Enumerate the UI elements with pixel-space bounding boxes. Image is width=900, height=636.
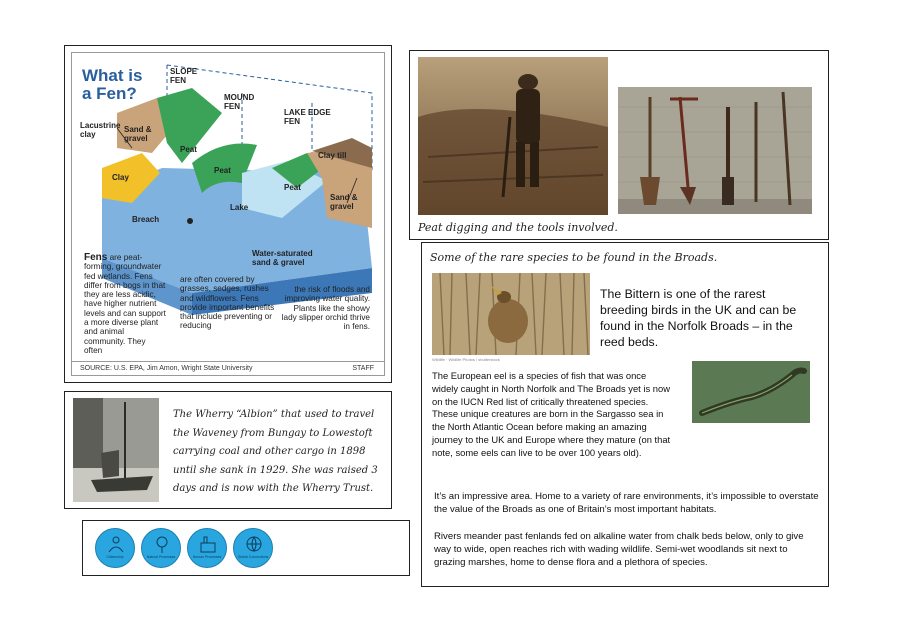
mound-fen-label: MOUND FEN [224, 93, 255, 111]
fen-staff: STAFF [352, 365, 374, 372]
fen-source-footer [72, 361, 384, 375]
global-connections-icon [233, 528, 273, 568]
human-processes-label: Human Processes [192, 555, 222, 559]
eel-text: The European eel is a species of fish that was once widely caught in North Norfolk and The Broads yet is now on the IUCN Red list of critically threatened species. These unique creatures are born in the Sargasso sea in the North Atlantic Ocean before making an amazing journey to the UK and Europe where they mature (on that note, some eels can live to be over 100 years old). [432, 370, 671, 458]
rare-species-panel [421, 242, 829, 587]
citizenship-label: Citizenship [106, 555, 124, 559]
wherry-panel [64, 391, 392, 509]
lacustrine-clay-label: Lacustrine clay [80, 121, 121, 139]
sand-gravel-right-label: Sand & gravel [330, 193, 358, 211]
global-connections-label: Global Connections [237, 555, 269, 559]
water-saturated-label: Water-saturated sand & gravel [252, 249, 313, 267]
eel-photo [692, 361, 810, 423]
clay-label: Clay [112, 173, 129, 182]
natural-processes-label: Natural Processes [146, 555, 176, 559]
peat-digger-photo [418, 57, 608, 215]
wherry-text: The Wherry “Albion” that used to travel the Waveney from Bungay to Lowestoft carrying coal and other cargo in 1898 until she sank in 1929. She was raised 3 days and is now with the Wherry Trust. [173, 409, 378, 494]
bittern-photo [432, 273, 590, 355]
peat-label-1: Peat [180, 145, 197, 154]
fen-text-col2: are often covered by grasses, sedges, rushes and wildflowers. Fens provide important benefits that include preventing or reducing [180, 275, 275, 331]
fen-diagram [71, 52, 385, 376]
fen-source: SOURCE: U.S. EPA, Jim Amon, Wright State University [80, 365, 253, 372]
peat-tools-photo [618, 87, 812, 214]
peat-caption: Peat digging and the tools involved. [418, 221, 618, 234]
wherry-photo [73, 398, 159, 502]
fen-diagram-panel [64, 45, 392, 383]
human-processes-icon [187, 528, 227, 568]
lake-label: Lake [230, 203, 249, 212]
peat-label-3: Peat [284, 183, 301, 192]
peat-label-2: Peat [214, 166, 231, 175]
species-heading: Some of the rare species to be found in the Broads. [430, 251, 718, 264]
slope-fen-label: SLOPE FEN [170, 67, 198, 85]
lake-edge-fen-label: LAKE EDGE FEN [284, 108, 331, 126]
bittern-text: The Bittern is one of the rarest breeding birds in the UK and can be found in the Norfolk Broads – in the reed beds. [600, 287, 797, 349]
curriculum-icons-panel [82, 520, 410, 576]
fen-text-heading: Fens [84, 252, 108, 263]
natural-processes-icon [141, 528, 181, 568]
citizenship-icon [95, 528, 135, 568]
fen-title: What is a Fen? [82, 66, 143, 103]
fen-text-col1-body: are peat-forming, groundwater fed wetlands. Fens differ from bogs in that they are less acidic, have higher nutrient levels and can support a more diverse plant and animal community. They often [84, 253, 166, 355]
fen-text-col3: the risk of floods and improving water quality. Plants like the showy lady slipper orchid thrive in fens. [281, 285, 370, 332]
bittern-photo-credit: Wildlife · Wildlife Photos / shutterstock [432, 357, 500, 362]
peat-digging-panel [409, 50, 829, 240]
breach-label: Breach [132, 215, 160, 224]
sand-gravel-left-label: Sand & gravel [124, 125, 152, 143]
clay-till-label: Clay till [318, 151, 347, 160]
area-text: It’s an impressive area. Home to a variety of rare environments, it’s impossible to overstate the value of the Broads as one of Britain’s most important habitats. [434, 491, 819, 516]
rivers-text: Rivers meander past fenlands fed on alkaline water from chalk beds below, only to give way to wide, open reaches rich with wading wildlife. Semi-wet woodlands sit next to grazing marshes, home to dense flora and a plethora of species. [434, 531, 804, 569]
fen-text-col1 [84, 253, 166, 355]
